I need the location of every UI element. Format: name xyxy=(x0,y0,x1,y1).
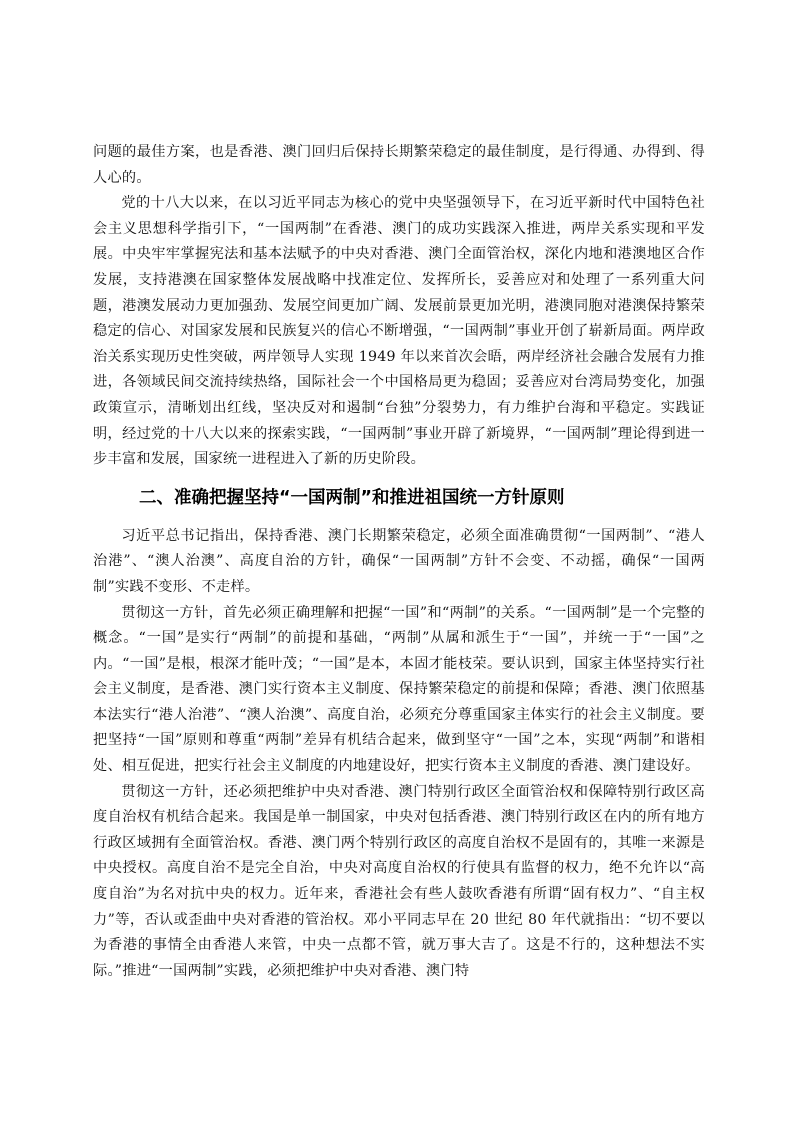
paragraph-continuation: 问题的最佳方案，也是香港、澳门回归后保持长期繁荣稳定的最佳制度，是行得通、办得到、得人心的。 xyxy=(93,144,705,186)
section-heading: 二、准确把握坚持“一国两制”和推进祖国统一方针原则 xyxy=(139,487,565,508)
paragraph-one-country-two-systems: 贯彻这一方针，首先必须正确理解和把握“一国”和“两制”的关系。“一国两制”是一个完整的概念。“一国”是实行“两制”的前提和基础，“两制”从属和派生于“一国”，并统一于“一国”之内。“一国”是根，根深才能叶茂；“一国”是本，本固才能枝荣。要认识到，国家主体坚持实行社会主义制度，是香港、澳门实行资本主义制度、保持繁荣稳定的前提和保障；香港、澳门依照基本法实行“港人治港”、“澳人治澳”、高度自治，必须充分尊重国家主体实行的社会主义制度。要把坚持“一国”原则和尊重“两制”差异有机结合起来，做到坚守“一国”之本，实现“两制”和谐相处、相互促进，把实行社会主义制度的内地建设好，把实行资本主义制度的香港、澳门建设好。 xyxy=(93,604,705,775)
paragraph-achievements: 党的十八大以来，在以习近平同志为核心的党中央坚强领导下，在习近平新时代中国特色社会主义思想科学指引下，“一国两制”在香港、澳门的成功实践深入推进，两岸关系实现和平发展。中央牢牢掌握宪法和基本法赋予的中央对香港、澳门全面管治权，深化内地和港澳地区合作发展，支持港澳在国家整体发展战略中找准定位、发挥所长，妥善应对和处理了一系列重大问题，港澳发展动力更加强劲、发展空间更加广阔、发展前景更加光明，港澳同胞对港澳保持繁荣稳定的信心、对国家发展和民族复兴的信心不断增强，“一国两制”事业开创了崭新局面。两岸政治关系实现历史性突破，两岸领导人实现 1949 年以来首次会晤，两岸经济社会融合发展有力推进，各领域民间交流持续热络，国际社会一个中国格局更为稳固；妥善应对台湾局势变化，加强政策宣示，清晰划出红线，坚决反对和遏制“台独”分裂势力，有力维护台海和平稳定。实践证明，经过党的十八大以来的探索实践，“一国两制”事业开辟了新境界，“一国两制”理论得到进一步丰富和发展，国家统一进程进入了新的历史阶段。 xyxy=(93,195,705,468)
paragraph-policy: 习近平总书记指出，保持香港、澳门长期繁荣稳定，必须全面准确贯彻“一国两制”、“港人治港”、“澳人治澳”、高度自治的方针，确保“一国两制”方针不会变、不动摇，确保“一国两制”实践不变形、不走样。 xyxy=(93,527,705,595)
paragraph-governance: 贯彻这一方针，还必须把维护中央对香港、澳门特别行政区全面管治权和保障特别行政区高度自治权有机结合起来。我国是单一制国家，中央对包括香港、澳门特别行政区在内的所有地方行政区域拥有全面管治权。香港、澳门两个特别行政区的高度自治权不是固有的，其唯一来源是中央授权。高度自治不是完全自治，中央对高度自治权的行使具有监督的权力，绝不允许以“高度自治”为名对抗中央的权力。近年来，香港社会有些人鼓吹香港有所谓“固有权力”、“自主权力”等，否认或歪曲中央对香港的管治权。邓小平同志早在 20 世纪 80 年代就指出：“切不要以为香港的事情全由香港人来管，中央一点都不管，就万事大吉了。这是不行的，这种想法不实际。”推进“一国两制”实践，必须把维护中央对香港、澳门特 xyxy=(93,783,705,979)
document-body xyxy=(93,140,705,984)
